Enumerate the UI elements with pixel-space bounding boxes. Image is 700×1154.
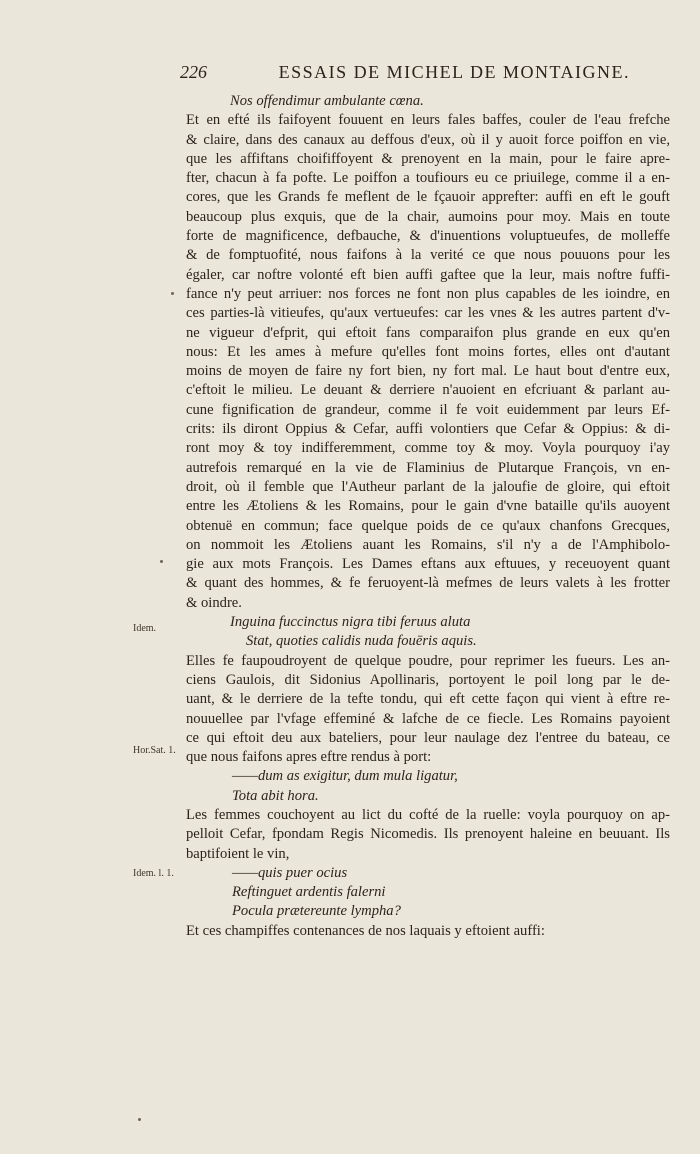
- text-line: Et en efté ils faifoyent fouuent en leurs fales baffes, couler de l'eau frefche: [186, 112, 670, 129]
- text-line: cune fignification de grandeur, comme il fe voit euidemment par leurs Ef-: [186, 401, 670, 418]
- verse-line: Nos offendimur ambulante cœna.: [230, 93, 424, 109]
- text-line: beaucoup plus exquis, que de la chair, aumoins pour moy. Mais en toute: [186, 208, 670, 225]
- text-line: on nommoit les Ætoliens auant les Romains, s'il n'y a de l'Amphibolo-: [186, 536, 670, 553]
- verse-line: ——quis puer ocius: [232, 864, 348, 881]
- text-line: & quant des hommes, & fe feruoyent-là mefmes de leurs valets à les frotter: [186, 575, 670, 592]
- text-line: nouuellee par l'vfage effeminé & lafche de ce fiecle. Les Romains payoient: [186, 710, 670, 727]
- text-line: Les femmes couchoyent au lict du cofté de la ruelle: voyla pourquoy on ap-: [186, 806, 670, 823]
- text-line: c'eftoit le milieu. Le deuant & derriere n'auoient en efcriuant & parlant au-: [186, 382, 670, 399]
- verse-line: Inguina fuccinctus nigra tibi feruus aluta: [230, 614, 471, 631]
- text-line: que les affiftans choififfoyent & prenoyent en la main, pour le faire apre-: [186, 150, 670, 167]
- text-line: fance n'y peut arriuer: nos forces ne font non plus capables de les ioindre, en: [186, 285, 670, 302]
- margin-note: Idem. l. 1.: [133, 868, 174, 879]
- margin-note: Hor.Sat. 1.: [133, 745, 176, 756]
- running-title: ESSAIS DE MICHEL DE MONTAIGNE.: [278, 62, 630, 82]
- text-line: ces parties-là vitieufes, qu'aux vertueufes: car les vnes & les autres partent d'v-: [186, 305, 670, 322]
- verse-line: Tota abit hora.: [232, 787, 319, 804]
- text-line: cores, que les Grands fe meflent de le fçauoir apprefter: auffi en eft le gouft: [186, 189, 670, 206]
- text-line: égaler, car noftre volonté eft bien auffi gaftee que la leur, mais noftre fuffi-: [186, 266, 670, 283]
- ink-speck: [171, 292, 174, 295]
- text-line: pelloit Cefar, fpondam Regis Nicomedis. Ils prenoyent haleine en beuuant. Ils: [186, 826, 670, 843]
- text-line: ciens Gaulois, dit Sidonius Apollinaris, portoyent le poil long par le de-: [186, 671, 670, 688]
- text-line: uant, & le derriere de la tefte tondu, qui eft cette façon qui vient à eftre re-: [186, 691, 670, 708]
- verse-line: Pocula prætereunte lympha?: [232, 903, 401, 920]
- main-text: [186, 92, 670, 941]
- ink-speck: [160, 560, 163, 563]
- running-header: [180, 62, 630, 83]
- margin-note: Idem.: [133, 623, 157, 634]
- text-line: baptifoient le vin,: [186, 845, 290, 862]
- text-line: fter, chacun à fa pofte. Le poiffon a toufiours eu ce priuilege, comme il a en-: [186, 170, 670, 187]
- text-line: ne vigueur d'efprit, qui eftoit fans comparaifon plus grande en eux qu'en: [186, 324, 670, 341]
- text-line: Elles fe faupoudroyent de quelque poudre, pour reprimer les fueurs. Les an-: [186, 652, 670, 669]
- text-line: & de fomptuofité, nous faifons à la verité ce que nous pouuons pour les: [186, 247, 670, 264]
- text-line: autrefois remarqué en la vie de Flaminius de Plutarque François, vn en-: [186, 459, 670, 476]
- verse-line: Reftinguet ardentis falerni: [232, 884, 386, 901]
- text-line: gie aux mots François. Les Dames eftans aux eftuues, y receuoyent quant: [186, 556, 670, 573]
- page-number: 226: [180, 62, 207, 82]
- text-line: entre les Ætoliens & les Romains, pour le gain d'vne bataille qu'ils auoyent: [186, 498, 670, 515]
- text-line: & claire, dans des canaux au deffous d'eux, où il y auoit force poiffon en vie,: [186, 131, 670, 148]
- text-line: que nous faifons apres eftre rendus à port:: [186, 749, 432, 766]
- text-line: crits: ils diront Oppius & Cefar, auffi volontiers que Cefar & Oppius: & di-: [186, 421, 670, 438]
- text-line: droit, où il femble que l'Autheur parlant de la jaloufie de gloire, qui eftoit: [186, 478, 670, 495]
- ink-speck: [138, 1118, 141, 1121]
- verse-line: ——dum as exigitur, dum mula ligatur,: [232, 768, 458, 785]
- text-line: forte de magnificence, defbauche, & d'inuentions voluptueufes, de molleffe: [186, 228, 670, 245]
- text-line: moins de moyen de faire ny fort bien, ny fort mal. Le haut bout d'entre eux,: [186, 363, 670, 380]
- text-line: obtenuë en commun; face quelque poids de ce qu'aux chanfons Grecques,: [186, 517, 670, 534]
- verse-line: Stat, quoties calidis nuda fouēris aquis.: [246, 633, 477, 650]
- text-line: nous: Et les ames à mefure qu'elles font moins fortes, elles ont d'autant: [186, 343, 670, 360]
- text-line: Et ces champiffes contenances de nos laquais y eftoient auffi:: [186, 922, 545, 939]
- text-line: ce qui eftoit deu aux bateliers, pour leur naulage dez l'entree du bateau, ce: [186, 729, 670, 746]
- text-line: & oindre.: [186, 594, 242, 611]
- text-line: ront moy & toy indifferemment, comme toy & moy. Voyla pourquoy i'ay: [186, 440, 670, 457]
